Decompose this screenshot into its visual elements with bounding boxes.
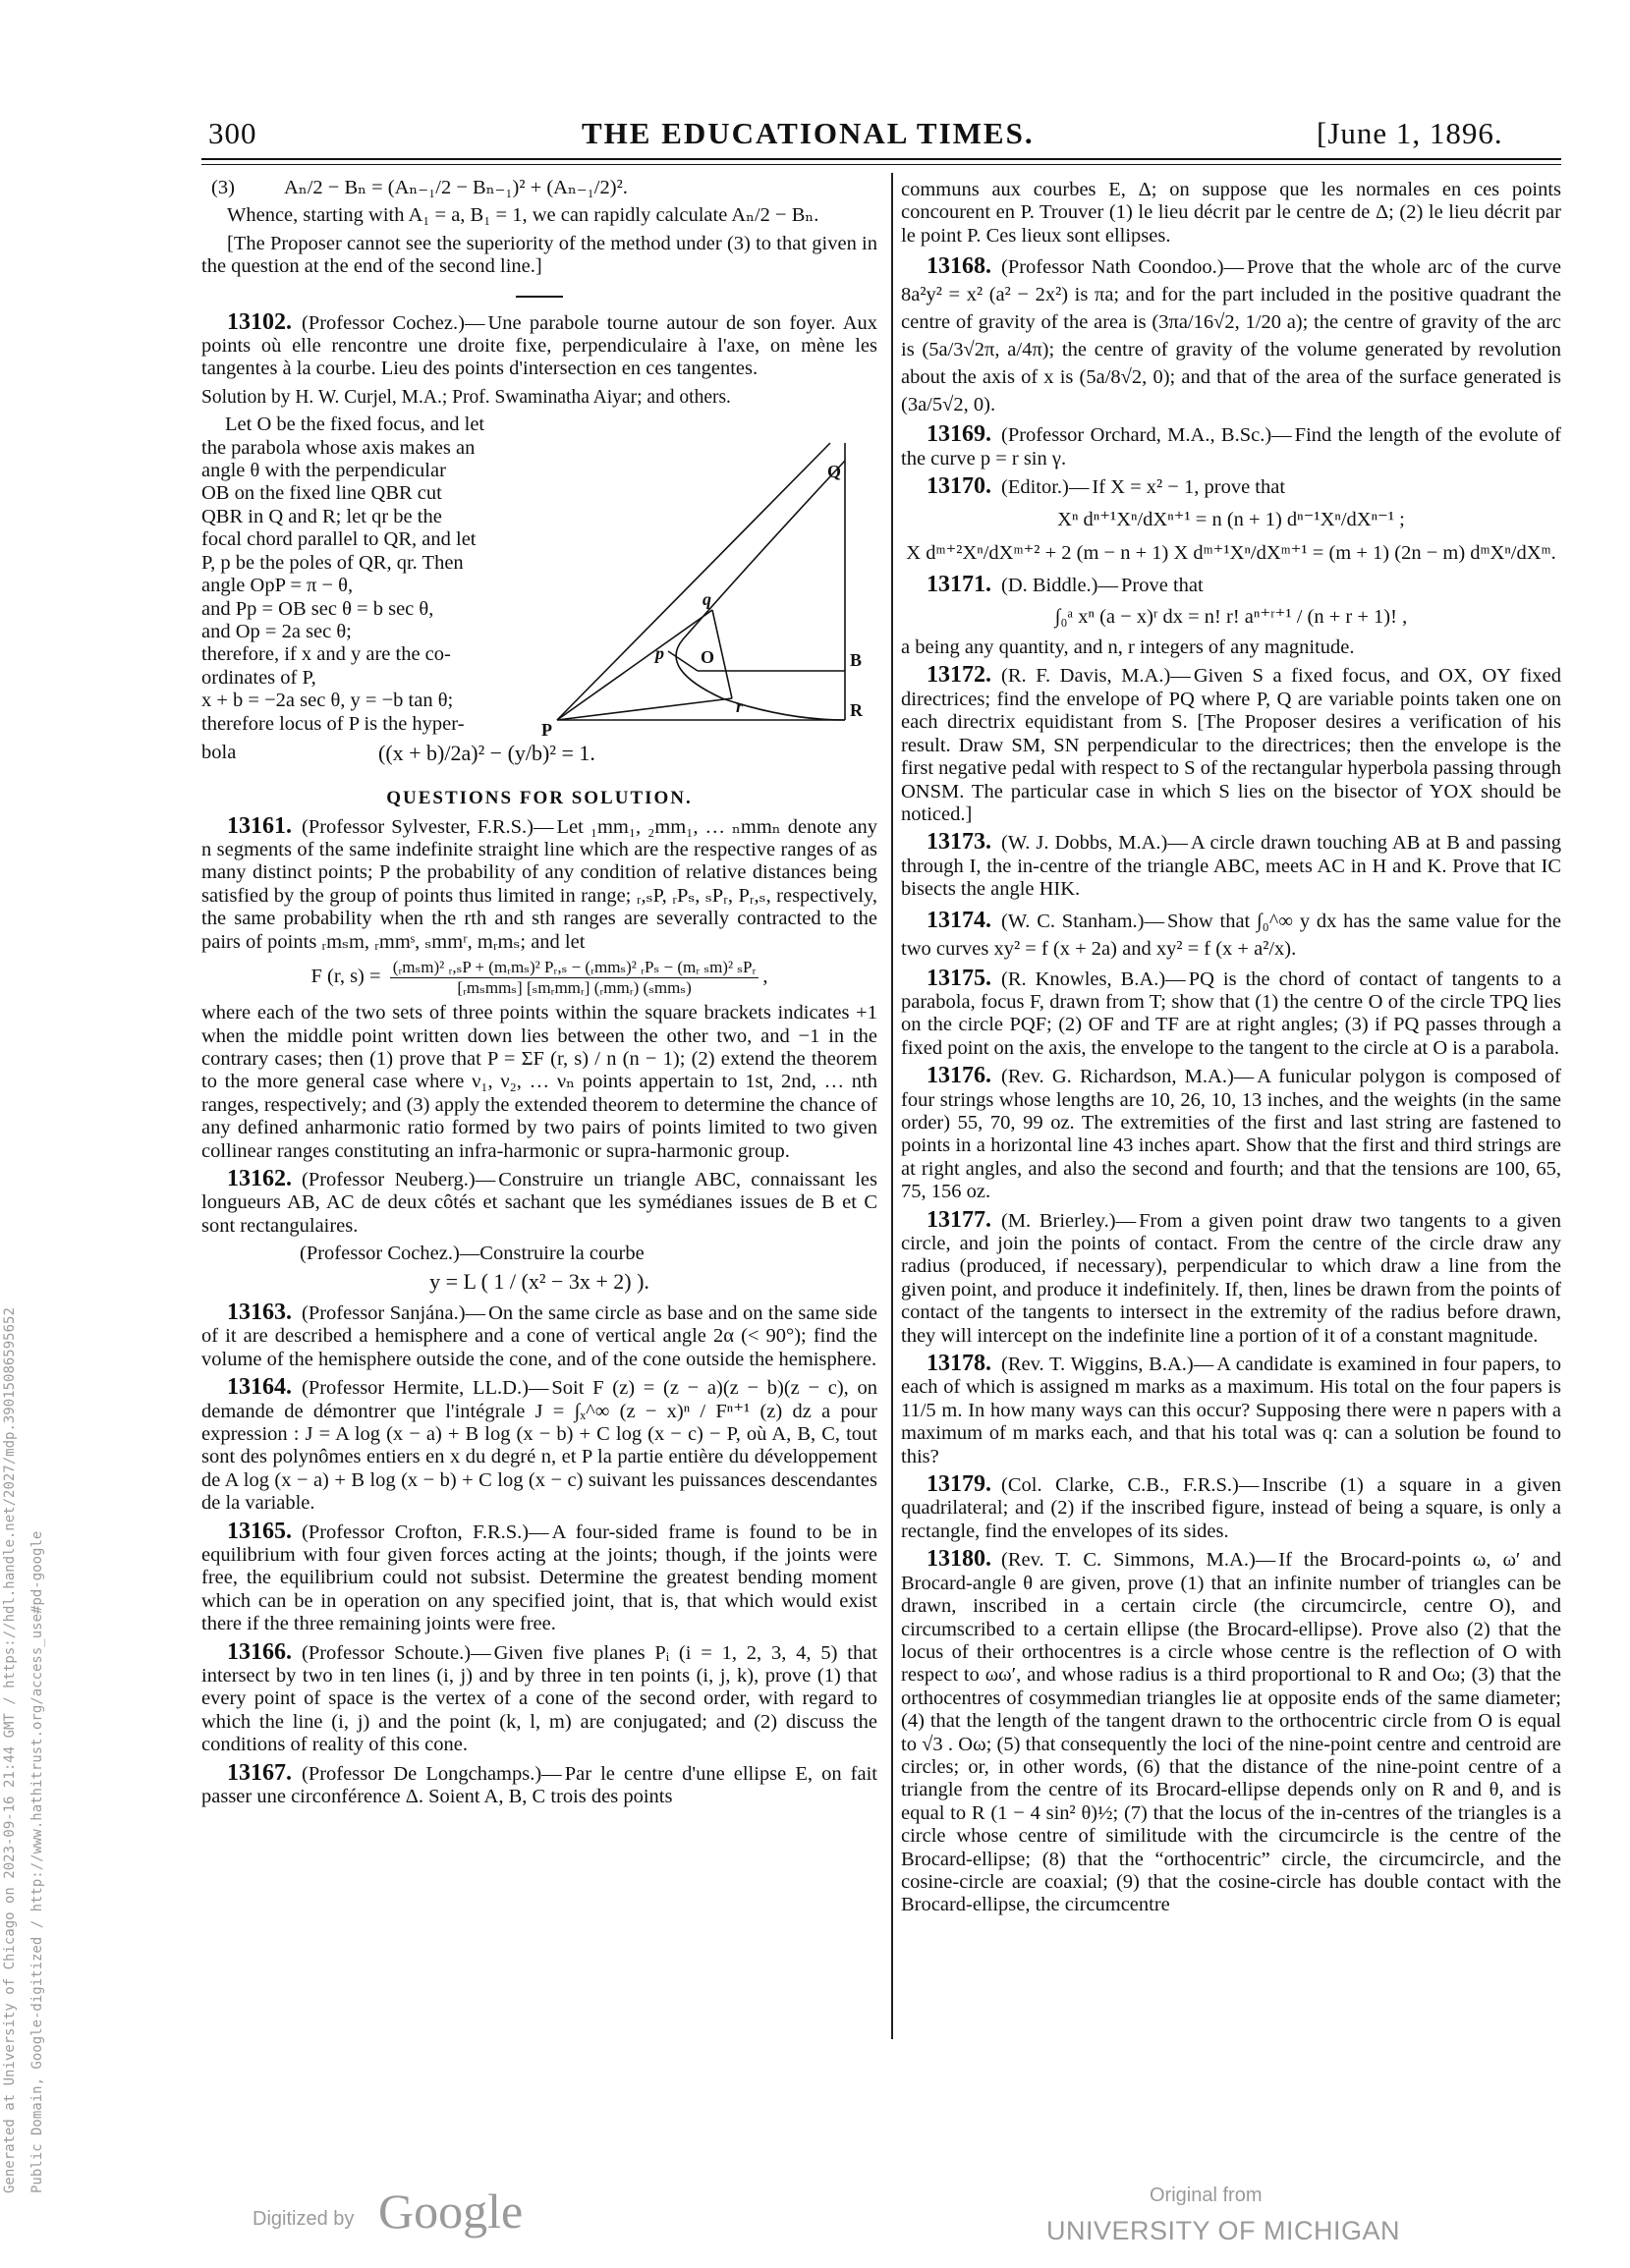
question-13165 [201, 1518, 877, 1636]
question-13176 [901, 1065, 1561, 1203]
display-formula: X dᵐ⁺²Xⁿ/dXᵐ⁺² + 2 (m − n + 1) X dᵐ⁺¹Xⁿ/dXᵐ⁺¹ = (m + 1) (2n − m) dᵐXⁿ/dXᵐ. [906, 541, 1556, 564]
question-13161 [201, 812, 877, 1163]
question-author: (Professor Cochez.)— [302, 311, 485, 334]
solution-line: focal chord parallel to QR, and let [201, 528, 477, 551]
question-13174 [901, 907, 1561, 963]
question-text: Show that ∫₀^∞ y dx has the same value for the two curves xy² = f (x + 2a) and xy² = f (x + a²/x). [901, 910, 1561, 960]
whence-paragraph [201, 204, 877, 227]
label-P: P [541, 720, 552, 739]
solution-row [201, 414, 877, 738]
question-number: 13178. [927, 1351, 991, 1377]
question-13171 [901, 574, 1561, 659]
question-author: (Professor Hermite, LL.D.)— [302, 1377, 549, 1400]
digitized-by-label: Digitized by [253, 2208, 355, 2230]
cochez-construction [201, 1243, 877, 1297]
question-number: 13174. [927, 907, 991, 933]
solution-line: x + b = −2a sec θ, y = −b tan θ; [201, 690, 454, 712]
issue-date: [June 1, 1896. [1317, 116, 1503, 150]
question-13178 [901, 1353, 1561, 1468]
question-number: 13102. [227, 308, 292, 335]
label-B: B [850, 650, 863, 671]
question-text: Construire un triangle ABC, connaissant les longueurs AB, AC de deux côtés et sachant que les symédianes issues de B et C sont rectangulaires. [201, 1168, 877, 1237]
google-logo: Google [378, 2184, 524, 2239]
question-author: (Rev. T. C. Simmons, M.A.)— [1001, 1549, 1276, 1572]
question-author: (Professor Sylvester, F.R.S.)— [302, 815, 554, 838]
solution-line: the parabola whose axis makes an [201, 436, 476, 459]
display-formula: Xⁿ dⁿ⁺¹Xⁿ/dXⁿ⁺¹ = n (n + 1) dⁿ⁻¹Xⁿ/dXⁿ⁻¹ ; [1057, 509, 1405, 531]
question-author: (R. F. Davis, M.A.)— [1001, 665, 1191, 688]
display-formula [201, 958, 877, 998]
question-text: A candidate is examined in four papers, to each of which is assigned m marks as a maximum. His total on the four papers is 11/5 m. In how many ways can this occur? Supposing there were n papers with a maximum of m marks each, and that his total was q: can a solution be found to this? [901, 1354, 1562, 1467]
solution-line: ordinates of P, [201, 666, 316, 689]
question-number: 13166. [227, 1638, 292, 1665]
question-author: (Professor De Longchamps.)— [302, 1762, 562, 1785]
question-number: 13164. [227, 1374, 292, 1401]
question-13177 [901, 1206, 1562, 1348]
paragraph-text: Whence, starting with A₁ = a, B₁ = 1, we can rapidly calculate Aₙ/2 − Bₙ. [227, 204, 819, 227]
question-number: 13176. [927, 1063, 991, 1089]
diagram-line-pO [668, 651, 698, 671]
question-text: Inscribe (1) a square in a given quadrilateral; and (2) if the inscribed figure, instead of being a square, is only a rectangle, find the envelopes of its sides. [901, 1474, 1561, 1542]
separator-rule [516, 296, 563, 298]
column-divider [891, 173, 893, 2039]
question-number: 13180. [927, 1546, 991, 1573]
question-13173 [901, 831, 1561, 901]
question-author: (Professor Crofton, F.R.S.)— [302, 1521, 549, 1543]
question-text: Une parabole tourne autour de son foyer. Aux points où elle rencontre une droite fixe, perpendiculaire à l'axe, on mène les tangentes à la courbe. Lieu des points d'intersection en ces tangentes. [201, 311, 877, 380]
question-13175 [901, 965, 1561, 1061]
label-r: r [736, 696, 744, 717]
question-text: Given five planes Pᵢ (i = 1, 2, 3, 4, 5) that intersect by two in ten lines (i, j) and by three in ten points (i, j, k), prove (1) that every point of space is the vertex of a cone of the second order, with regard to which the line (i, j) and the point (k, l, m) are conjugated; and (2) discuss the conditions of reality of this cone. [201, 1641, 877, 1756]
solution-line: angle OpP = π − θ, [201, 575, 354, 597]
question-author: (Professor Neuberg.)— [302, 1168, 496, 1190]
label-R: R [850, 700, 863, 721]
solution-line: OB on the fixed line QBR cut [201, 482, 442, 505]
header-rule [201, 158, 1561, 160]
solution-line: and Op = 2a sec θ; [201, 620, 352, 642]
solution-line: therefore, if x and y are the co- [201, 643, 451, 666]
question-text-continued: where each of the two sets of three points within the square brackets indicates +1 when the middle point written down lies between the other two, and −1 in the contrary cases; then (1) prove that P = ΣF (r, s) / n (n − 1); (2) extend the theorem to the more general case where ν₁, ν₂, … νₙ points appertain to 1st, 2nd, … nth ranges, respectively; and (3) apply the extended theorem to determine the chance of any defined anharmonic ratio formed by two pairs of points limited to two given collinear ranges constituting an infra-harmonic or supra-harmonic group. [201, 1002, 877, 1162]
solution-line: and Pp = OB sec θ = b sec θ, [201, 597, 434, 620]
question-author: (W. J. Dobbs, M.A.)— [1001, 832, 1188, 855]
right-column [901, 179, 1561, 1922]
question-13172 [901, 664, 1561, 826]
original-from-label: Original from [1150, 2185, 1263, 2206]
question-text: Prove that the whole arc of the curve 8a²y² = x² (a² − 2x²) is πa; and for the part included in the positive quadrant the centre of gravity of the area is (3πa/16√2, 1/20 a); the centre of gravity of the arc is (5a/3√2π, a/4π); the centre of gravity of the volume generated by revolution about the axis of x is (5a/8√2, 0); and that of the area of the surface generated is (3a/5√2, 0). [901, 256, 1561, 416]
question-author: (Professor Sanjána.)— [302, 1301, 486, 1324]
question-text: Soit F (z) = (z − a)(z − b)(z − c), on demande de démontrer que l'intégrale J = ∫ₓ^∞ (z − x)ⁿ / Fⁿ⁺¹ (z) dz a pour expression : J = A log (x − a) + B log (x − b) + C log (x − c) − P, où A, B, C, tout sont des polynômes entiers en x du degré n, et P la partie entière du développement de A log (x − a) + B log (x − b) + C log (x − c) suivant les puissances descendantes de la variable. [201, 1377, 877, 1515]
solution-credit: Solution by H. W. Curjel, M.A.; Prof. Swaminatha Aiyar; and others. [201, 386, 731, 408]
bola-formula-line [201, 742, 877, 764]
question-13170 [901, 475, 1561, 569]
question-text: If X = x² − 1, prove that [1092, 476, 1286, 499]
question-number: 13163. [227, 1299, 292, 1325]
question-number: 13167. [227, 1759, 292, 1786]
question-text: PQ is the chord of contact of tangents to a parabola, focus F, drawn from T; show that (1) the centre O of the circle TPQ lies on the circle PQF; (2) OF and TF are at right angles; (3) if PQ passes through a fixed point on the axis, the envelope to the tangent to the circle at O is a parabola. [901, 968, 1561, 1059]
question-13169 [901, 423, 1561, 470]
diagram-line-PQ [557, 443, 830, 720]
question-text: Find the length of the evolute of the curve p = r sin γ. [901, 424, 1562, 470]
question-number: 13173. [927, 829, 991, 856]
formula-3 [201, 177, 877, 199]
question-text-continued: a being any quantity, and n, r integers of any magnitude. [901, 636, 1355, 659]
question-number: 13177. [927, 1206, 991, 1233]
label-Q: Q [827, 462, 842, 482]
question-number: 13169. [927, 421, 991, 448]
question-author: (M. Brierley.)— [1001, 1209, 1137, 1232]
journal-title: THE EDUCATIONAL TIMES. [582, 116, 1035, 150]
question-number: 13179. [927, 1471, 991, 1498]
paragraph-text: communs aux courbes E, Δ; on suppose que les normales en ces points concourent en P. Trouver (1) le lieu décrit par le centre de Δ; (2) le lieu décrit par le point P. Ces lieux sont ellipses. [901, 179, 1561, 247]
question-number: 13172. [927, 662, 991, 689]
label-O: O [701, 647, 715, 668]
university-label: UNIVERSITY OF MICHIGAN [1046, 2216, 1401, 2245]
question-text: A four-sided frame is found to be in equilibrium with four given forces acting at the joints; though, if the joints were free, the equilibrium could not subsist. Determine the greatest bending moment which can be in operation on any specified joint, that is, that which would exist there if the three remaining joints were free. [201, 1521, 877, 1635]
question-number: 13175. [927, 965, 991, 991]
question-13179 [901, 1473, 1561, 1543]
formula-denominator: [ᵣmₛmmₛ] [ₛmᵣmmᵣ] (ᵣmmᵣ) (ₛmmₛ) [457, 978, 692, 998]
diagram-parabola [676, 461, 845, 720]
question-author: (Professor Cochez.)—Construire la courbe [300, 1243, 645, 1265]
question-13180 [901, 1548, 1561, 1917]
question-author: (Professor Orchard, M.A., B.Sc.)— [1001, 424, 1292, 447]
question-text: If the Brocard-points ω, ω′ and Brocard-angle θ are given, prove (1) that an infinite number of triangles can be drawn, inscribed in a certain circle (the circumcircle, centre O), and circumscribed to a certain ellipse (the Brocard-ellipse). Prove also (2) that the locus of their orthocentres is a circle whose centre is the reflection of O with respect to ωω′, and whose radius is a third proportional to R and Oω; (3) that the orthocentres of cosymmedian triangles lie at opposite ends of the same diameter; (4) that the length of the tangent drawn to the orthocentric circle from O is equal to √3 . Oω; (5) that consequently the loci of the nine-point centre and centroid are circles; or, in other words, (6) that the distance of the nine-point centre of a triangle from the centre of its Brocard-ellipse depends only on R and θ, and is equal to R (1 − 4 sin² θ)½; (7) that the locus of the in-centres of the triangles is a circle whose centre of similitude with the circumcircle is the centre of the Brocard-ellipse; (8) that the “orthocentric” circle, the circumcircle, and the cosine-circle are coaxial; (9) that the cosine-circle has double contact with the Brocard-ellipse, the circumcentre [901, 1549, 1561, 1916]
question-text: On the same circle as base and on the same side of it are described a hemisphere and a cone of vertical angle 2α (< 90°); find the volume of the hemisphere outside the cone, and of the cone outside the hemisphere. [201, 1301, 878, 1370]
question-number: 13168. [927, 253, 991, 280]
display-formula: y = L ( 1 / (x² − 3x + 2) ). [429, 1268, 649, 1294]
question-number: 13171. [927, 572, 991, 598]
question-author: (Col. Clarke, C.B., F.R.S.)— [1001, 1474, 1260, 1497]
formula-punct: , [762, 966, 768, 988]
question-text: Let ₁mm₁, ₂mm₁, … ₙmmₙ denote any n segments of the same indefinite straight line which are the respective ranges of as many distinct points; P the probability of any condition of relative distances being satisfied by the group of points thus limited in range; ᵣ,ₛP, ᵣPₛ, ₛPᵣ, Pᵣ,ₛ, respectively, the same probability when the rth and sth ranges are severally contracted to the pairs of points ᵣmₛm, ᵣmmˢ, ₛmmʳ, mᵣmₛ; and let [201, 815, 877, 953]
question-number: 13170. [927, 473, 991, 500]
question-author: (R. Knowles, B.A.)— [1001, 968, 1186, 990]
solution-line: QBR in Q and R; let qr be the [201, 505, 442, 527]
question-number: 13165. [227, 1518, 292, 1544]
continuation-13167 [901, 179, 1561, 248]
formula-line: (3) Aₙ/2 − Bₙ = (Aₙ₋₁/2 − Bₙ₋₁)² + (Aₙ₋₁/2)². [211, 177, 628, 198]
question-13166 [201, 1638, 877, 1757]
solution-line: P, p be the poles of QR, qr. Then [201, 551, 464, 574]
page-number: 300 [208, 116, 257, 150]
formula-numerator: (ᵣmₛm)² ᵣ,ₛP + (mᵣmₛ)² Pᵣ,ₛ − (ᵣmmₛ)² ᵣPₛ − (mᵣ ₛm)² ₛPᵣ [390, 958, 759, 978]
question-13163 [201, 1301, 877, 1371]
question-text: A circle drawn touching AB at B and passing through I, the in-centre of the triangle ABC, meets AC in H and K. Prove that IC bisects the angle HIK. [901, 832, 1561, 901]
question-13167 [201, 1759, 877, 1809]
solution-text [201, 414, 516, 736]
solution-by [201, 386, 877, 409]
parabola-diagram [535, 414, 870, 738]
question-text: Given S a fixed focus, and OX, OY fixed directrices; find the envelope of PQ where P, Q are variable points taken one on each directrix equidistant from S. [The Proposer desires a verification of his result. Draw SM, SN perpendicular to the directrices; then the envelope is the first negative pedal with respect to S of the rectangular hyperbola passing through ONSM. The particular case in which S lies on the bisector of YOX should be noticed.] [901, 665, 1561, 825]
question-text: A funicular polygon is composed of four strings whose lengths are 10, 26, 10, 13 inches, and the weights (in the same order) 55, 70, 99 oz. The extremities of the first and last string are fastened to points in a horizontal line 43 inches apart. Show that the first and third strings are at right angles, and also the second and fourth; and that the tensions are 100, 65, 75, 156 oz. [901, 1066, 1561, 1203]
section-heading: QUESTIONS FOR SOLUTION. [386, 787, 693, 808]
question-author: (Rev. T. Wiggins, B.A.)— [1001, 1354, 1214, 1376]
question-13164 [201, 1376, 877, 1515]
solution-line: Let O be the fixed focus, and let [225, 414, 485, 436]
solution-line: therefore locus of P is the hyper- [201, 712, 465, 735]
question-text: From a given point draw two tangents to a given circle, and join the points of contact. From the centre of the circle draw any radius (produced, if necessary), perpendicular to which draw a line from the given point, and produce it indefinitely. If, then, lines be drawn from the points of contact of the tangents to intersect in the extremity of the radius before drawn, they will intercept on the indefinite line a portion of it of a constant magnitude. [901, 1209, 1562, 1347]
hyperbola-formula: ((x + b)/2a)² − (y/b)² = 1. [378, 741, 595, 766]
question-13162 [201, 1165, 877, 1238]
paragraph-text: bola [201, 742, 237, 764]
question-author: (Professor Schoute.)— [302, 1641, 491, 1664]
label-p: p [655, 643, 664, 664]
label-q: q [703, 589, 711, 610]
header-rule-thin [201, 164, 1561, 165]
question-author: (Editor.)— [1001, 476, 1090, 499]
question-text: Par le centre d'une ellipse E, on fait passer une circonférence Δ. Soient A, B, C trois des points [201, 1762, 877, 1808]
paragraph-text: [The Proposer cannot see the superiority of the method under (3) to that given in the question at the end of the second line.] [201, 232, 877, 278]
proposer-note [201, 233, 877, 279]
question-13168 [901, 252, 1561, 418]
question-author: (D. Biddle.)— [1001, 575, 1118, 597]
question-number: 13161. [227, 812, 292, 839]
question-number: 13162. [227, 1165, 292, 1191]
formula-lhs: F (r, s) = [310, 966, 381, 988]
question-author: (Rev. G. Richardson, M.A.)— [1001, 1066, 1255, 1088]
diagram-chord-qr [712, 610, 732, 698]
solution-line: angle θ with the perpendicular [201, 460, 446, 482]
question-author: (W. C. Stanham.)— [1001, 910, 1164, 932]
watermark-line-2: Public Domain, Google-digitized / http://www.hathitrust.org/access_use#pd-google [29, 1530, 45, 2193]
question-13102 [201, 308, 877, 381]
watermark-line-1: Generated at University of Chicago on 2023-09-16 21:44 GMT / https://hdl.handle.net/2027/mdp.39015086595652 [2, 1307, 18, 2193]
display-formula: ∫₀ᵃ xⁿ (a − x)ʳ dx = n! r! aⁿ⁺ʳ⁺¹ / (n + r + 1)! , [1054, 605, 1408, 628]
left-column [201, 177, 877, 1814]
question-text: Prove that [1121, 575, 1204, 597]
question-author: (Professor Nath Coondoo.)— [1001, 256, 1245, 279]
